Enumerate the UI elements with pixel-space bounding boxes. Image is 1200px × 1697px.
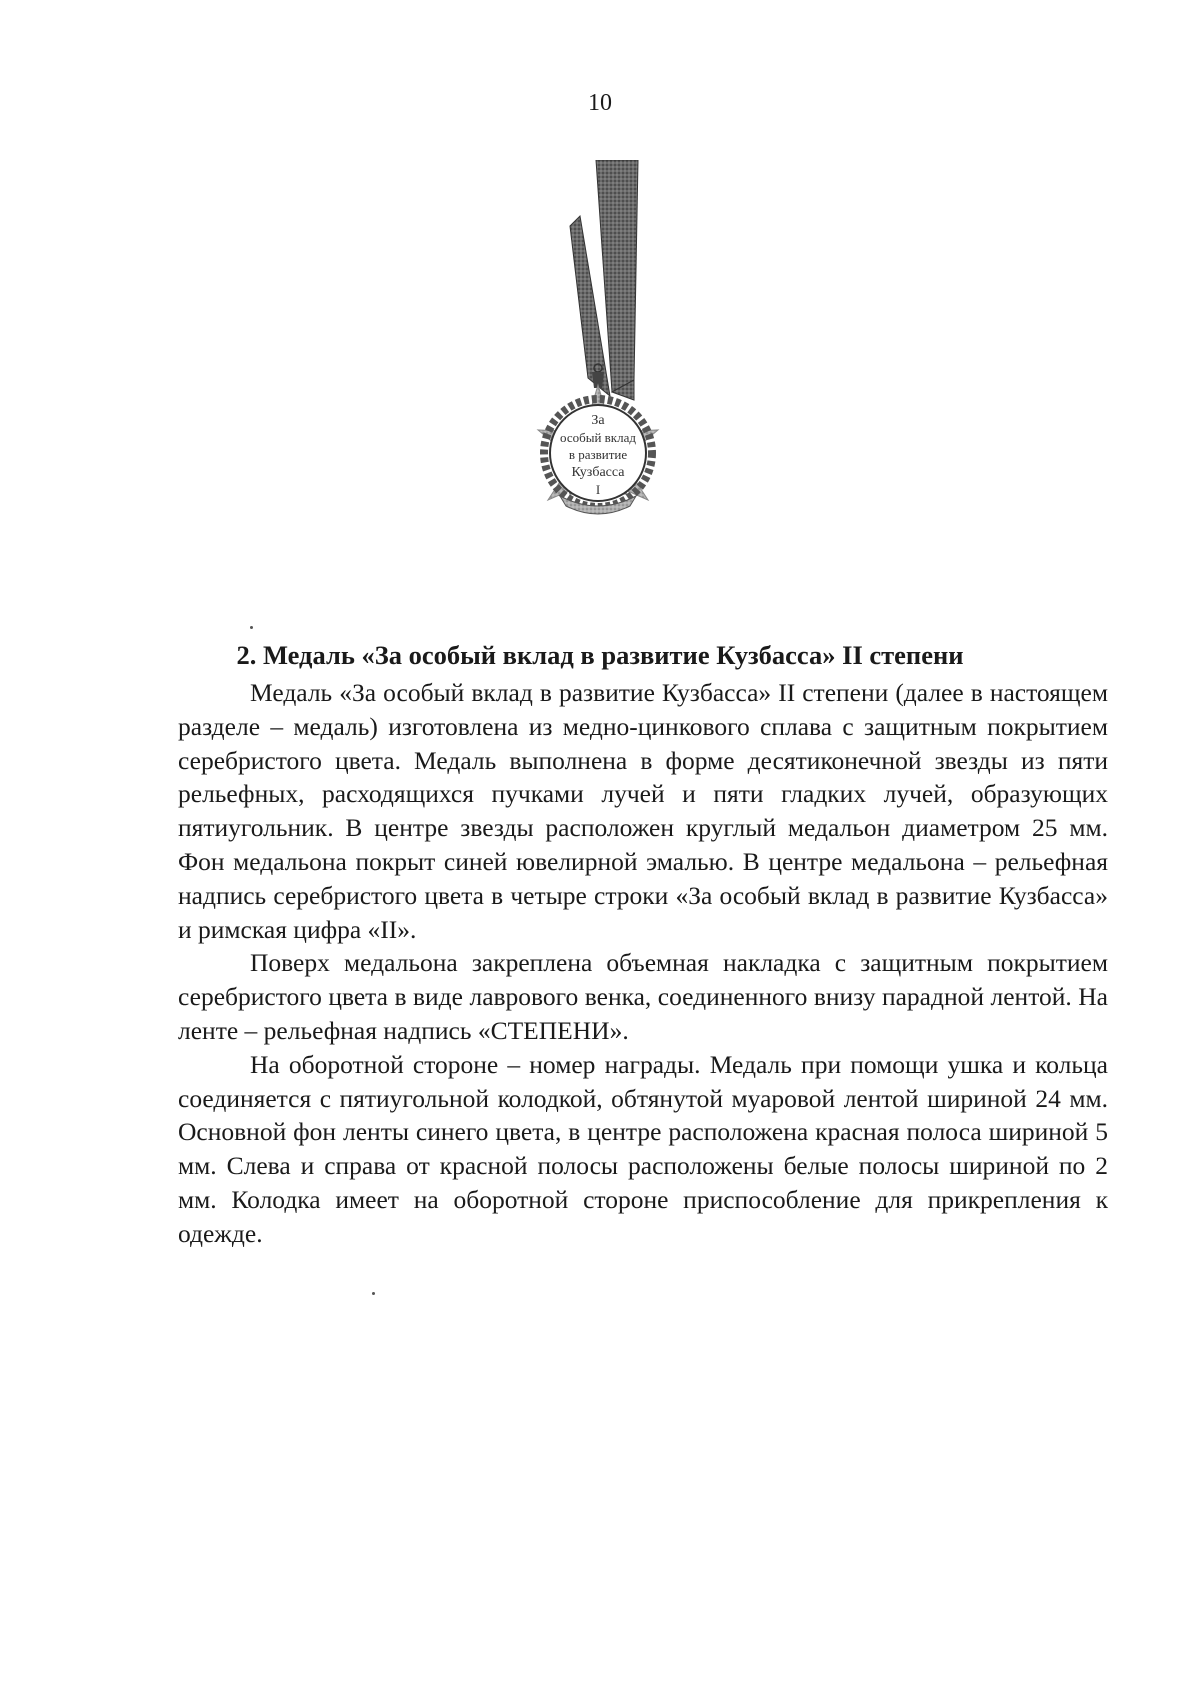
medallion-line-4: Кузбасса	[571, 465, 625, 480]
medallion-line-1: За	[591, 413, 605, 428]
scan-speck	[250, 626, 253, 629]
medal-illustration	[530, 160, 750, 620]
paragraph-description: Медаль «За особый вклад в развитие Кузбасса» II степени (далее в настоящем разделе – медаль) изготовлена из медно-цинкового сплава с защитным покрытием серебристого цвета. Медаль выполнена в форме десятиконечной звезды из пяти рельефных, расходящихся пучками лучей и пяти гладких лучей, образующих пятиугольник. В центре звезды расположен круглый медальон диаметром 25 мм. Фон медальона покрыт синей ювелирной эмалью. В центре медальона – рельефная надпись серебристого цвета в четыре строки «За особый вклад в развитие Кузбасса» и римская цифра «II».	[178, 678, 1108, 944]
scan-speck	[372, 1292, 375, 1295]
paragraph-overlay: Поверх медальона закреплена объемная накладка с защитным покрытием серебристого цвета в виде лаврового венка, соединенного внизу парадной лентой. На ленте – рельефная надпись «СТЕПЕНИ».	[178, 948, 1108, 1045]
section-body	[178, 676, 1108, 1251]
page-number: 10	[588, 90, 612, 116]
medal-icon	[530, 160, 750, 620]
section-title: 2. Медаль «За особый вклад в развитие Кузбасса» II степени	[236, 640, 964, 670]
medallion-line-3: в развитие	[568, 447, 628, 462]
medallion-line-2: особый вклад	[560, 430, 636, 445]
medallion-numeral: I	[595, 482, 601, 497]
paragraph-reverse: На оборотной стороне – номер награды. Медаль при помощи ушка и кольца соединяется с пятиугольной колодкой, обтянутой муаровой лентой шириной 24 мм. Основной фон ленты синего цвета, в центре расположена красная полоса шириной 5 мм. Слева и справа от красной полосы расположены белые полосы шириной по 2 мм. Колодка имеет на оборотной стороне приспособление для прикрепления к одежде.	[178, 1049, 1108, 1248]
